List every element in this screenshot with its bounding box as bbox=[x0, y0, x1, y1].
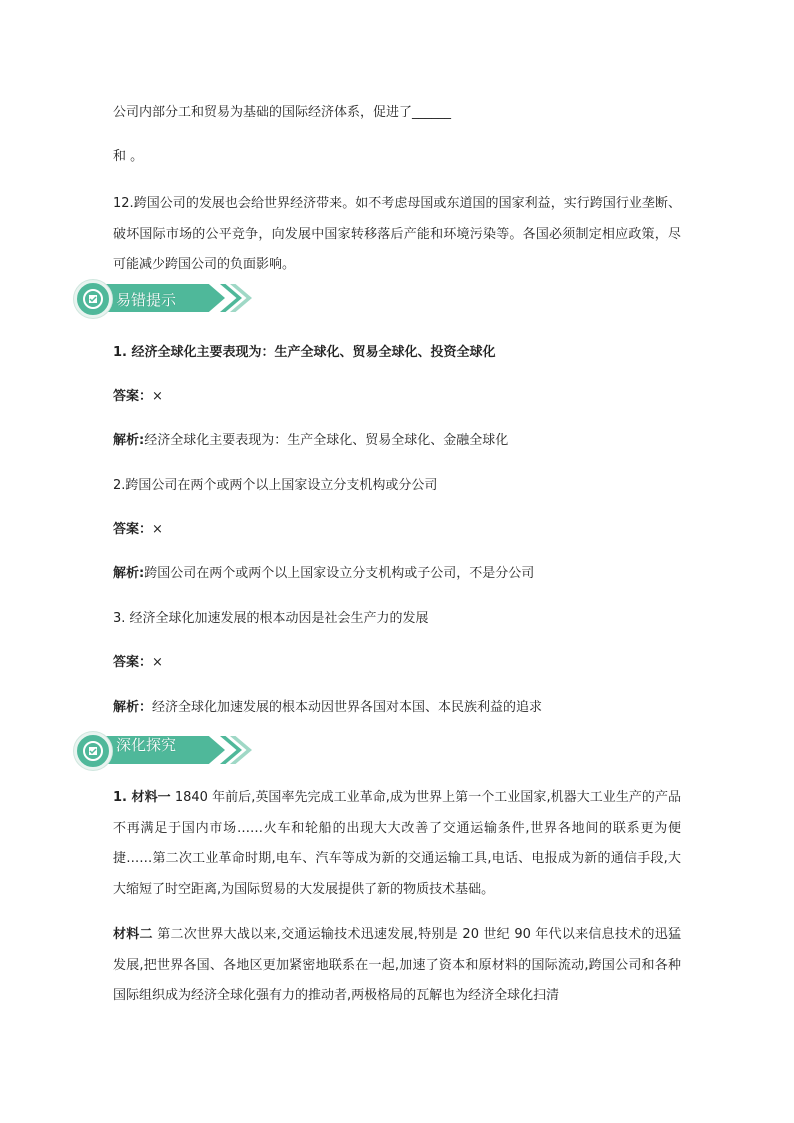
question-3: 3. 经济全球化加速发展的根本动因是社会生产力的发展 bbox=[113, 611, 429, 626]
check-icon bbox=[74, 732, 112, 770]
section-title: 易错提示 bbox=[116, 291, 177, 309]
check-icon bbox=[74, 280, 112, 318]
material-1: 1. 材料一 1840 年前后,英国率先完成工业革命,成为世界上第一个工业国家,机器大工业生产的产品不再满足于国内市场……火车和轮船的出现大大改善了交通运输条件,世界各地间的联系更为便捷……第二次工业革命时期,电车、汽车等成为新的交通运输工具,电话、电报成为新的通信手段,大大缩短了时空距离,为国际贸易的大发展提供了新的物质技术基础。 bbox=[113, 790, 681, 897]
intro-line-2: 和 。 bbox=[113, 149, 144, 164]
analysis-1: 解析:经济全球化主要表现为：生产全球化、贸易全球化、金融全球化 bbox=[113, 433, 509, 448]
answer-1: 答案：× bbox=[113, 389, 163, 404]
intro-line-1: 公司内部分工和贸易为基础的国际经济体系，促进了______ bbox=[113, 105, 452, 120]
analysis-2: 解析:跨国公司在两个或两个以上国家设立分支机构或子公司，不是分公司 bbox=[113, 566, 535, 581]
section-banner-errors bbox=[72, 278, 247, 318]
analysis-3: 解析：经济全球化加速发展的根本动因世界各国对本国、本民族利益的追求 bbox=[113, 700, 543, 715]
question-1: 1. 经济全球化主要表现为：生产全球化、贸易全球化、投资全球化 bbox=[113, 345, 496, 360]
answer-3: 答案：× bbox=[113, 655, 163, 670]
answer-2: 答案：× bbox=[113, 522, 163, 537]
item-12: 12.跨国公司的发展也会给世界经济带来。如不考虑母国或东道国的国家利益，实行跨国行业垄断、破坏国际市场的公平竞争，向发展中国家转移落后产能和环境污染等。各国必须制定相应政策，尽可能减少跨国公司的负面影响。 bbox=[113, 196, 681, 272]
section-banner-explore bbox=[72, 730, 247, 770]
section-title: 深化探究 bbox=[116, 736, 177, 754]
question-2: 2.跨国公司在两个或两个以上国家设立分支机构或分公司 bbox=[113, 478, 438, 493]
material-2: 材料二 第二次世界大战以来,交通运输技术迅速发展,特别是 20 世纪 90 年代以来信息技术的迅猛发展,把世界各国、各地区更加紧密地联系在一起,加速了资本和原材料的国际流动,跨国公司和各种国际组织成为经济全球化强有力的推动者,两极格局的瓦解也为经济全球化扫清 bbox=[113, 927, 681, 1003]
